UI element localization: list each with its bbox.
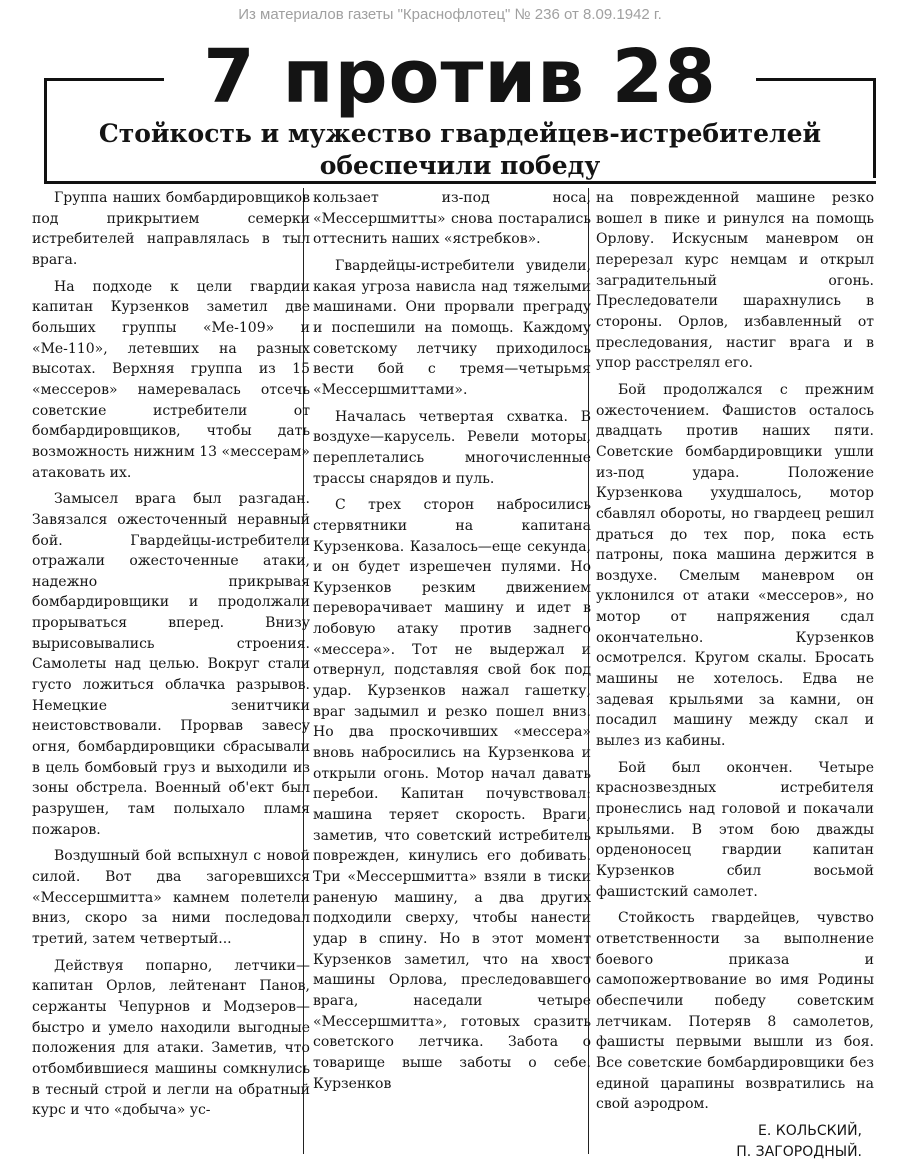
article-column-2 bbox=[313, 188, 591, 1100]
subheadline-line-2: обеспечили победу bbox=[319, 151, 601, 180]
author-name-2: П. ЗАГОРОДНЫЙ. bbox=[736, 1143, 862, 1160]
source-note: Из материалов газеты "Краснофлотец" № 236 от 8.09.1942 г. bbox=[238, 6, 662, 23]
paragraph: на поврежденной машине резко вошел в пике и ринулся на помощь Орлову. Искусным маневром он перерезал курс немцам и открыл заградительный огонь. Преследователи шарахнулись в стороны. Орлов, избавленный от преследования, настиг врага и в упор расстрелял его. bbox=[596, 190, 874, 372]
headline-text: 7 против 28 bbox=[189, 34, 731, 120]
paragraph: На подходе к цели гвардии капитан Курзенков заметил две больших группы «Ме-109» и «Ме-110», летевших на разных высотах. Верхняя группа из 15 «мессеров» намеревалась отсечь советские истребители от бомбардировщиков, чтобы дать возможность нижним 13 «мессерам» атаковать их. bbox=[32, 278, 310, 481]
author-name-1: Е. КОЛЬСКИЙ, bbox=[758, 1122, 862, 1139]
paragraph: Бой продолжался с прежним ожесточением. Фашистов осталось двадцать против наших пяти. Советские бомбардировщики ушли из-под удара. Положение Курзенкова ухудшалось, мотор сбавлял обороты, но гвардеец решил драться до тех пор, пока есть патроны, пока машина держится в воздухе. Смелым маневром он уклонился от атаки «мессеров», но мотор от напряжения сдал окончательно. Курзенков осмотрелся. Кругом скалы. Бросать машины не хотелось. Едва не задевая крыльями за камни, он посадил машину между скал и вылез из кабины. bbox=[596, 381, 874, 750]
subheadline bbox=[44, 118, 876, 182]
paragraph: Воздушный бой вспыхнул с новой силой. Вот два загоревшихся «Мессершмитта» камнем полетели вниз, скоро за ними последовал третий, затем четвертый... bbox=[32, 848, 310, 947]
paragraph: Группа наших бомбардировщиков под прикрытием семерки истребителей направлялась в тыл врага. bbox=[32, 190, 310, 268]
author-signature bbox=[596, 1121, 874, 1163]
paragraph: Замысел врага был разгадан. Завязался ожесточенный неравный бой. Гвардейцы-истребители отражали ожесточенные атаки, надежно прикрывая бомбардировщики и продолжали прорываться вперед. Внизу вырисовывались строения. Самолеты над целью. Вокруг стали густо ложиться облачка разрывов. Немецкие зенитчики неистовствовали. Прорвав завесу огня, бомбардировщики сбрасывали в цель бомбовый груз и выходили из зоны обстрела. Военный об'ект был разрушен, там полыхало пламя пожаров. bbox=[32, 491, 310, 838]
paragraph: Бой был окончен. Четыре краснозвездных истребителя пронеслись над головой и покачали крыльями. В этом бою дважды орденоносец гвардии капитан Курзенков сбил восьмой фашистский самолет. bbox=[596, 759, 874, 900]
paragraph: Началась четвертая схватка. В воздухе—карусель. Ревели моторы, переплетались многочисленные трассы снарядов и пуль. bbox=[313, 408, 591, 487]
article-column-1 bbox=[32, 188, 310, 1127]
headline-box bbox=[44, 34, 876, 186]
paragraph: Стойкость гвардейцев, чувство ответственности за выполнение боевого приказа и самопожертвование во имя Родины обеспечили победу советским летчикам. Потеряв 8 самолетов, фашисты первыми вышли из боя. Все советские бомбардировщики без единой царапины возвратились на свой аэродром. bbox=[596, 910, 874, 1113]
paragraph: кользает из-под носа, «Мессершмитты» снова постарались оттеснить наших «ястребков». bbox=[313, 190, 591, 248]
article-column-3 bbox=[596, 188, 874, 1163]
paragraph: Гвардейцы-истребители увидели, какая угроза нависла над тяжелыми машинами. Они прорвали преграду и поспешили на помощь. Каждому советскому летчику приходилось вести бой с тремя—четырьмя «Мессершмиттами». bbox=[313, 257, 591, 398]
subheadline-line-1: Стойкость и мужество гвардейцев-истребителей bbox=[98, 119, 822, 148]
headline bbox=[44, 34, 876, 120]
paragraph: Действуя попарно, летчики— капитан Орлов, лейтенант Панов, сержанты Чепурнов и Модзеров—быстро и умело находили выгодные положения для атаки. Заметив, что отбомбившиеся машины сомкнулись в тесный строй и легли на обратный курс и что «добыча» ус- bbox=[32, 957, 310, 1119]
paragraph: С трех сторон набросились стервятники на капитана Курзенкова. Казалось—еще секунда, и он будет изрешечен пулями. Но Курзенков резким движением переворачивает машину и идет в лобовую атаку против заднего «мессера». Тот не выдержал и отвернул, подставляя свой бок под удар. Курзенков нажал гашетку, враг задымил и резко пошел вниз. Но два проскочивших «мессера» вновь набросились на Курзенкова и открыли огонь. Мотор начал давать перебои. Капитан почувствовал: машина теряет скорость. Враги, заметив, что советский истребитель поврежден, кинулись его добивать. Три «Мессершмитта» взяли в тиски раненую машину, а два других подходили сверху, чтобы нанести удар в спину. Но в этот момент Курзенков заметил, что на хвост машины Орлова, преследовавшего врага, наседали четыре «Мессершмитта», готовых сразить советского летчика. Забота о товарище выше заботы о себе. Курзенков bbox=[313, 497, 591, 1092]
